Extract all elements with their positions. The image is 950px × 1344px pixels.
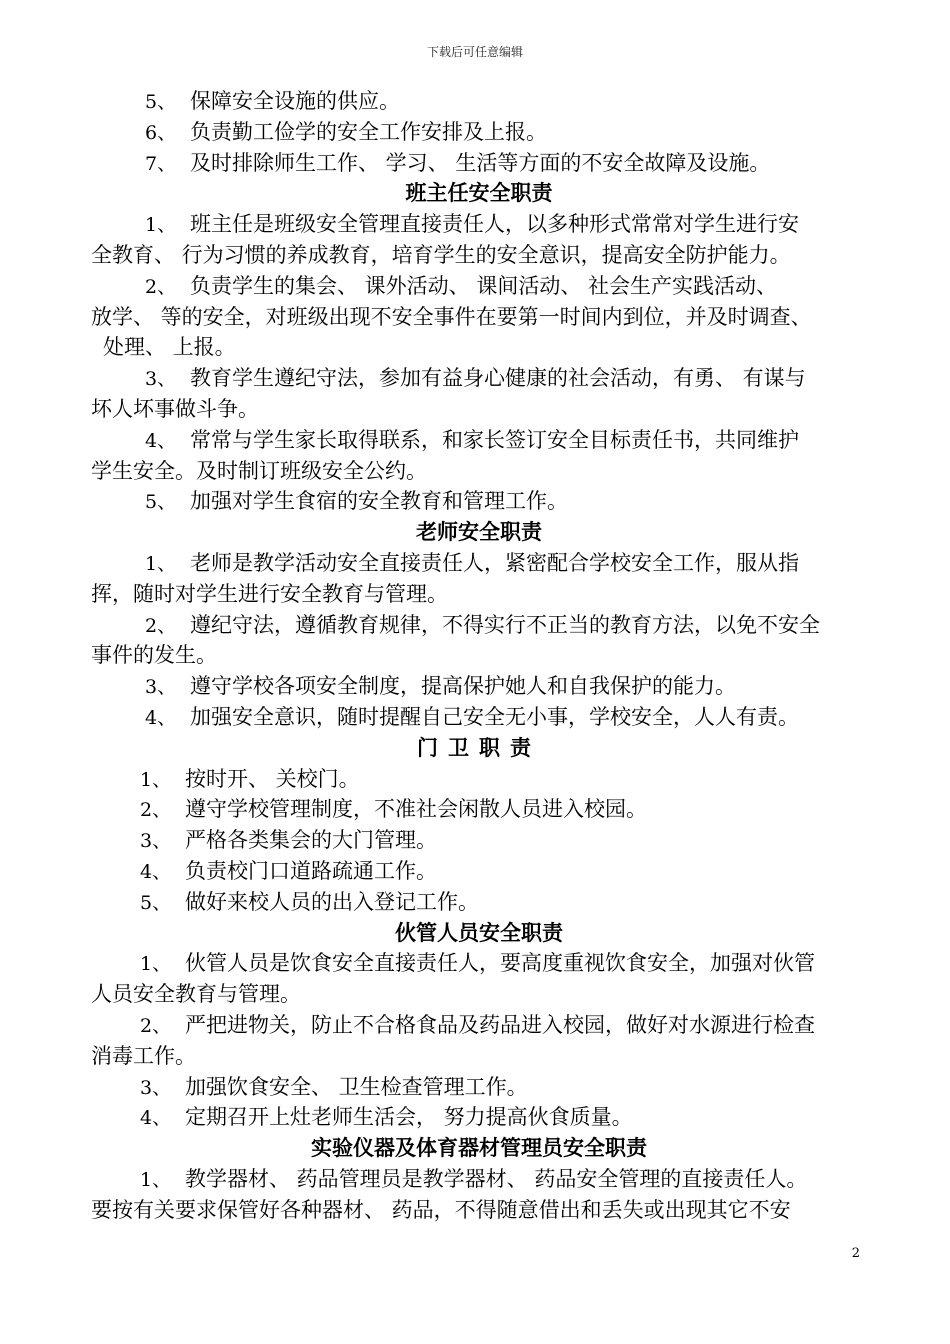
section-heading-class-teacher: 班主任安全职责 [405, 181, 553, 206]
paragraph-line: 消毒工作。 [91, 1043, 196, 1068]
paragraph-line [91, 486, 867, 517]
paragraph-line [91, 764, 867, 795]
item-text: 保障安全设施的供应。 [190, 89, 400, 113]
item-number: 4、 [140, 1107, 172, 1130]
page-number: 2 [851, 1246, 860, 1261]
paragraph-line [91, 610, 867, 641]
item-text: 加强安全意识，随时提醒自己安全无小事，学校安全，人人有责。 [190, 704, 799, 729]
paragraph-line [91, 671, 867, 702]
item-text: 严把进物关，防止不合格食品及药品进入校园，做好对水源进行检查 [185, 1012, 815, 1037]
paragraph-line: 坏人坏事做斗争。 [91, 396, 259, 421]
item-text: 遵守学校各项安全制度，提高保护她人和自我保护的能力。 [190, 674, 736, 699]
item-text: 教学器材、 药品管理员是教学器材、 药品安全管理的直接责任人。 [185, 1166, 808, 1191]
item-text: 定期召开上灶老师生活会， 努力提高伙食质量。 [185, 1105, 633, 1130]
paragraph-line: 挥，随时对学生进行安全教育与管理。 [91, 581, 448, 606]
paragraph-line [91, 702, 867, 733]
item-number: 3、 [145, 368, 177, 391]
paragraph-line [91, 271, 867, 302]
item-number: 4、 [145, 706, 177, 729]
paragraph-line [91, 856, 867, 887]
paragraph-line [91, 363, 867, 394]
item-number: 3、 [140, 830, 172, 853]
section-heading-teacher: 老师安全职责 [416, 520, 542, 545]
item-text: 常常与学生家长取得联系，和家长签订安全目标责任书，共同维护 [190, 427, 799, 452]
paragraph-line [91, 209, 867, 240]
section-heading-gatekeeper: 门卫职责 [417, 735, 541, 760]
item-text: 加强对学生食宿的安全教育和管理工作。 [190, 489, 568, 514]
paragraph-line [91, 117, 867, 148]
paragraph-line: 学生安全。及时制订班级安全公约。 [91, 458, 427, 483]
paragraph-line [91, 425, 867, 456]
paragraph-line: 要按有关要求保管好各种器材、 药品，不得随意借出和丢失或出现其它不安 [91, 1197, 791, 1222]
item-number: 1、 [140, 768, 172, 791]
paragraph-line [91, 794, 867, 825]
item-number: 2、 [145, 275, 177, 298]
paragraph-line: 全教育、 行为习惯的养成教育，培育学生的安全意识，提高安全防护能力。 [91, 242, 791, 267]
item-text: 老师是教学活动安全直接责任人，紧密配合学校安全工作，服从指 [190, 550, 799, 575]
item-text: 班主任是班级安全管理直接责任人，以多种形式常常对学生进行安 [190, 212, 799, 237]
item-number: 5、 [140, 891, 172, 914]
item-text: 负责勤工俭学的安全工作安排及上报。 [190, 119, 547, 144]
item-number: 1、 [145, 552, 177, 575]
paragraph-line: 放学、 等的安全，对班级出现不安全事件在要第一时间内到位，并及时调查、 [91, 304, 812, 329]
item-number: 7、 [145, 152, 177, 175]
item-number: 2、 [145, 614, 177, 637]
item-number: 2、 [140, 1014, 172, 1037]
paragraph-line: 人员安全教育与管理。 [91, 982, 301, 1007]
item-number: 4、 [140, 860, 172, 883]
section-heading-canteen: 伙管人员安全职责 [395, 920, 563, 945]
item-text: 遵守学校管理制度，不准社会闲散人员进入校园。 [185, 797, 647, 822]
item-text: 教育学生遵纪守法，参加有益身心健康的社会活动，有勇、 有谋与 [190, 366, 806, 391]
paragraph-line [91, 548, 867, 579]
item-text: 加强饮食安全、 卫生检查管理工作。 [185, 1074, 528, 1099]
item-number: 3、 [140, 1076, 172, 1099]
page-header: 下载后可任意编辑 [426, 45, 523, 59]
paragraph-line [91, 1010, 867, 1041]
paragraph-line [91, 86, 867, 117]
item-text: 遵纪守法，遵循教育规律，不得实行不正当的教育方法，以免不安全 [190, 612, 820, 637]
item-text: 做好来校人员的出入登记工作。 [185, 889, 479, 914]
item-number: 4、 [145, 429, 177, 452]
paragraph-line [91, 887, 867, 918]
paragraph-line: 事件的发生。 [91, 643, 217, 668]
paragraph-line: 处理、 上报。 [103, 335, 236, 360]
item-text: 按时开、 关校门。 [185, 766, 360, 791]
paragraph-line [91, 1072, 867, 1103]
item-number: 5、 [145, 91, 177, 113]
item-text: 负责校门口道路疏通工作。 [185, 858, 437, 883]
paragraph-line [91, 948, 867, 979]
paragraph-line [91, 1164, 867, 1195]
paragraph-line [91, 825, 867, 856]
item-text: 严格各类集会的大门管理。 [185, 828, 437, 853]
item-number: 5、 [145, 491, 177, 514]
item-number: 3、 [145, 676, 177, 699]
item-number: 2、 [140, 799, 172, 822]
paragraph-line [91, 1102, 867, 1133]
paragraph-line [91, 148, 867, 179]
item-number: 6、 [145, 121, 177, 144]
section-heading-equipment: 实验仪器及体育器材管理员安全职责 [311, 1136, 647, 1161]
item-text: 及时排除师生工作、 学习、 生活等方面的不安全故障及设施。 [190, 150, 771, 175]
item-number: 1、 [140, 953, 172, 976]
item-number: 1、 [145, 214, 177, 237]
item-text: 负责学生的集会、 课外活动、 课间活动、 社会生产实践活动、 [190, 273, 778, 298]
item-text: 伙管人员是饮食安全直接责任人，要高度重视饮食安全，加强对伙管 [185, 951, 815, 976]
document-body [91, 86, 867, 1225]
item-number: 1、 [140, 1168, 172, 1191]
